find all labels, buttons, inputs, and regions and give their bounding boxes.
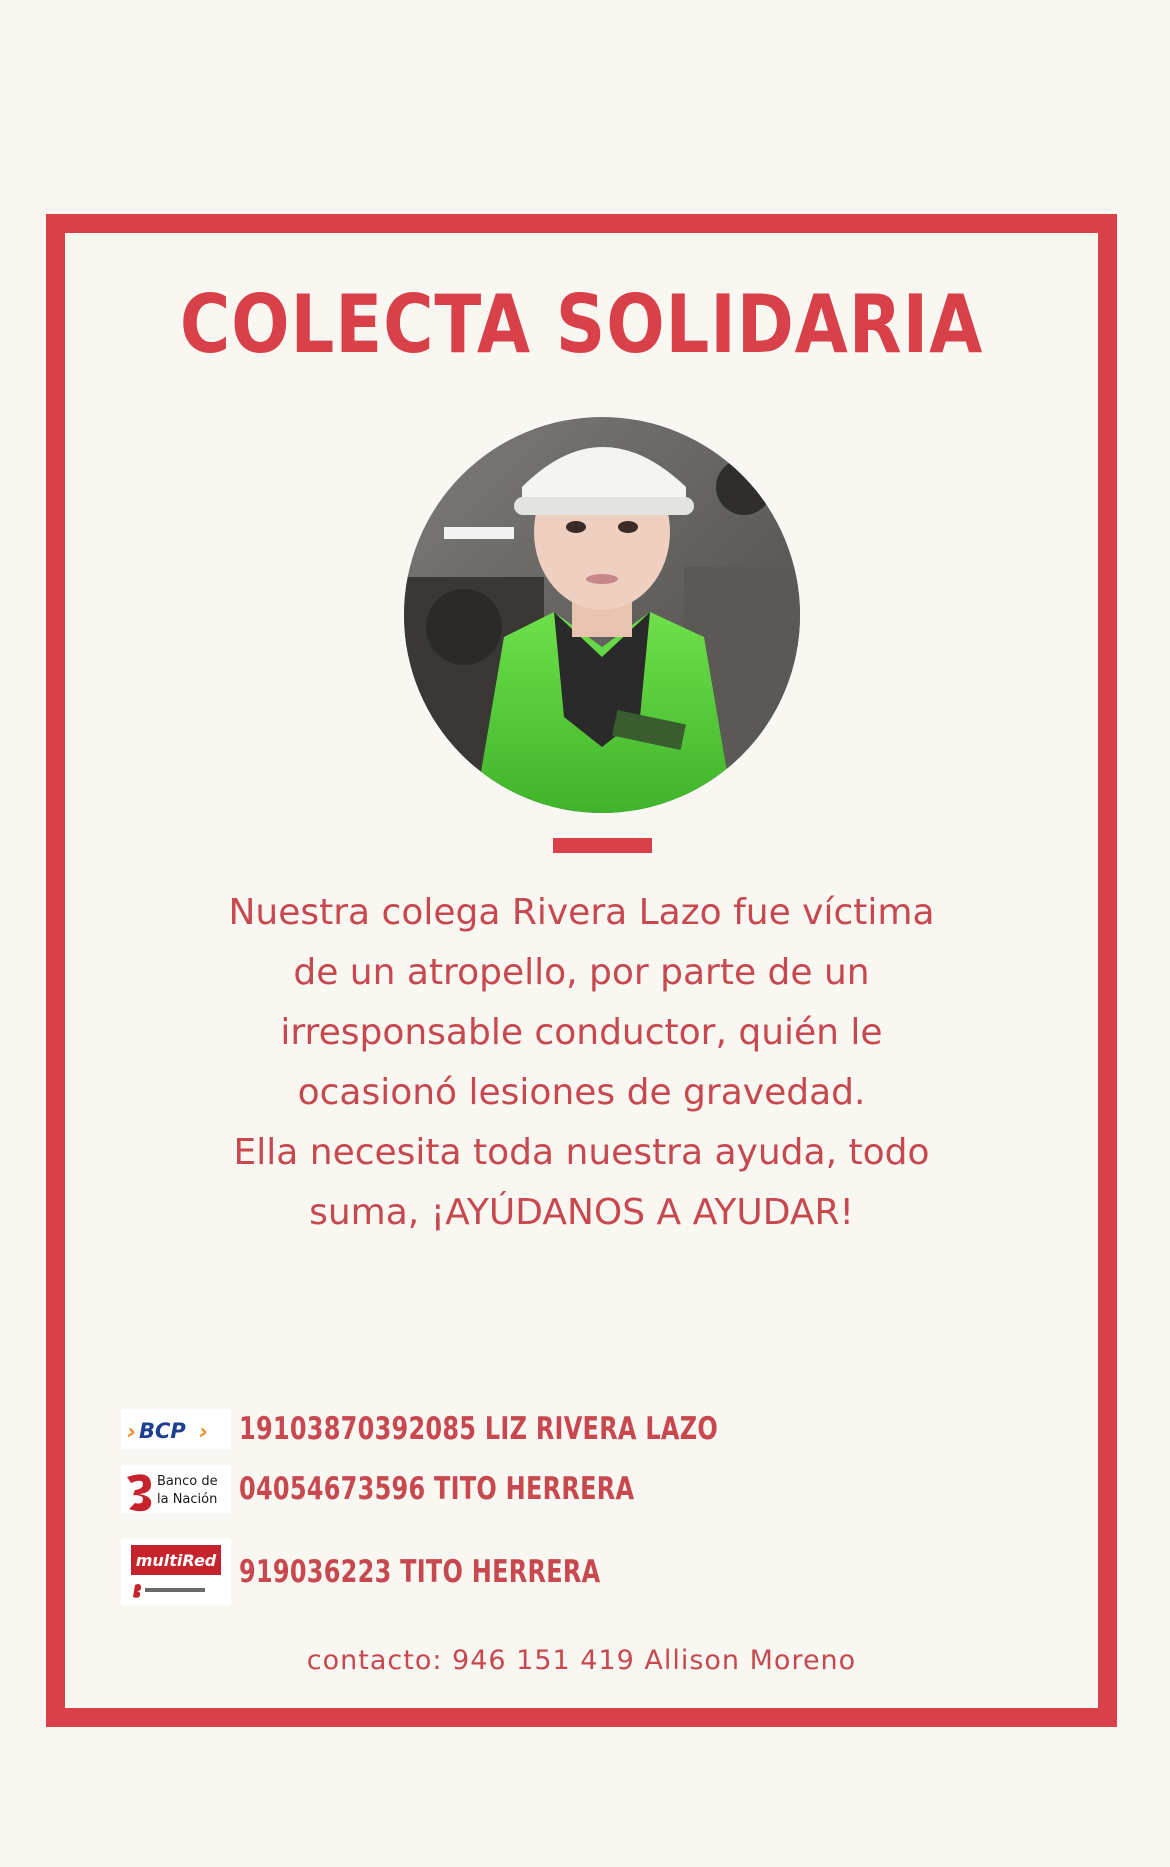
account-row-multired [121,1539,659,1605]
appeal-message [125,883,1038,1243]
bcp-logo-text: BCP [139,1419,186,1443]
poster-frame [46,214,1117,1727]
message-line: Nuestra colega Rivera Lazo fue víctima [228,892,935,933]
account-banco-nacion-text: 04054673596 TITO HERRERA [239,1471,635,1507]
poster-title: COLECTA SOLIDARIA [179,278,984,371]
svg-text:›: › [127,1420,137,1445]
profile-photo [404,417,800,813]
account-multired-text: 919036223 TITO HERRERA [239,1554,601,1590]
message-line: ocasionó lesiones de gravedad. [297,1072,866,1113]
svg-text:Banco de: Banco de [157,1474,218,1489]
account-row-bcp [121,1403,796,1455]
account-bcp-text: 19103870392085 LIZ RIVERA LAZO [239,1411,719,1447]
svg-text:multiRed: multiRed [135,1551,217,1570]
message-line: Ella necesita toda nuestra ayuda, todo [233,1132,930,1173]
svg-text:›: › [199,1420,209,1445]
svg-text:la Nación: la Nación [157,1492,218,1507]
banco-de-la-nacion-logo-icon [121,1463,231,1515]
multired-logo-icon [121,1539,231,1605]
message-line: de un atropello, por parte de un [293,952,870,993]
divider [553,838,652,853]
contact-line: contacto: 946 151 419 Allison Moreno [306,1645,857,1676]
message-line: irresponsable conductor, quién le [280,1012,883,1053]
message-line: suma, ¡AYÚDANOS A AYUDAR! [309,1192,854,1233]
bcp-logo-icon [121,1403,231,1455]
account-row-banco-nacion [121,1463,699,1515]
